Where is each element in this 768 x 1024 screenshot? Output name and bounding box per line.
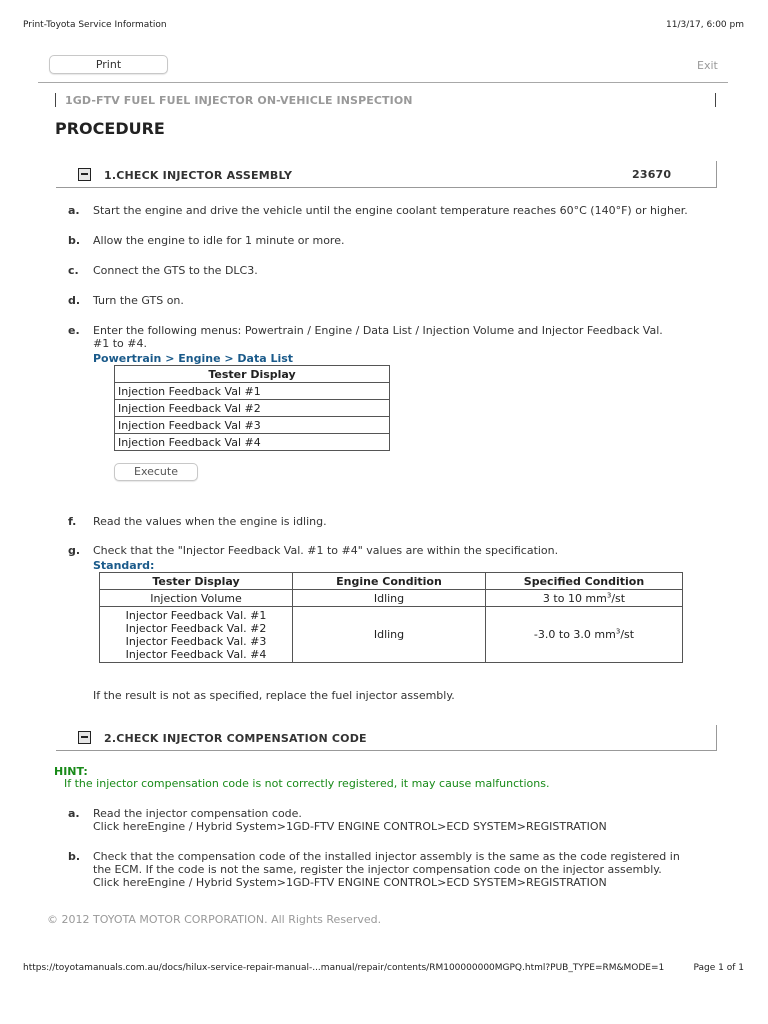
unit-superscript: 3 (615, 627, 621, 636)
step-text: Start the engine and drive the vehicle until the engine coolant temperature reaches 60°C (140°F) or higher. (93, 204, 688, 217)
breadcrumb-left-bar (55, 93, 56, 107)
copyright: © 2012 TOYOTA MOTOR CORPORATION. All Rights Reserved. (47, 913, 382, 926)
result-note: If the result is not as specified, replace the fuel injector assembly. (93, 689, 455, 702)
section-1-code: 23670 (632, 168, 672, 181)
table-header: Engine Condition (293, 573, 486, 590)
unit-tail: /st (611, 591, 626, 605)
feedback-val-label: Injector Feedback Val. #4 (125, 647, 267, 661)
hint-text: If the injector compensation code is not correctly registered, it may cause malfunctions. (64, 777, 550, 790)
print-footer-url: https://toyotamanuals.com.au/docs/hilux-service-repair-manual-...manual/repair/contents/RM100000000MGPQ.html?PUB_TYPE=RM&MODE=1 (23, 963, 665, 973)
page-title: PROCEDURE (55, 119, 165, 138)
step-text-continued: the ECM. If the code is not the same, register the injector compensation code on the injector assembly. (93, 863, 662, 876)
print-footer-page: Page 1 of 1 (693, 963, 744, 973)
step-text-continued: #1 to #4. (93, 337, 147, 350)
section-2-title: 2.CHECK INJECTOR COMPENSATION CODE (104, 732, 367, 745)
menu-path: Powertrain > Engine > Data List (93, 352, 294, 365)
print-header-date: 11/3/17, 6:00 pm (666, 20, 744, 30)
toolbar-divider (38, 82, 728, 83)
spec-value: 3 to 10 mm (542, 591, 607, 605)
step-letter: f. (68, 515, 77, 528)
table-header: Specified Condition (486, 573, 683, 590)
step-text: Turn the GTS on. (93, 294, 184, 307)
unit-tail: /st (620, 628, 635, 641)
print-button[interactable]: Print (49, 55, 168, 74)
step-letter: d. (68, 294, 81, 307)
table-cell (486, 607, 683, 663)
step-letter: c. (68, 264, 79, 277)
standard-label: Standard: (93, 559, 155, 572)
collapse-icon[interactable] (78, 731, 91, 744)
feedback-val-label: Injector Feedback Val. #1 (125, 608, 267, 622)
step-letter: e. (68, 324, 80, 337)
breadcrumb: 1GD-FTV FUEL FUEL INJECTOR ON-VEHICLE INSPECTION (65, 94, 413, 107)
table-cell (100, 607, 293, 663)
tester-display-table (114, 365, 390, 451)
step-text: Allow the engine to idle for 1 minute or more. (93, 234, 345, 247)
table-cell: Injection Feedback Val #3 (115, 417, 390, 434)
step-text: Enter the following menus: Powertrain / Engine / Data List / Injection Volume and Injector Feedback Val. (93, 324, 663, 337)
table-cell: Injection Feedback Val #2 (115, 400, 390, 417)
print-header-title: Print-Toyota Service Information (23, 20, 167, 30)
step-letter: b. (68, 850, 81, 863)
exit-link[interactable]: Exit (697, 59, 718, 72)
table-cell: Idling (293, 607, 486, 663)
table-cell: Injection Volume (100, 590, 293, 607)
step-letter: b. (68, 234, 81, 247)
execute-button[interactable]: Execute (114, 463, 198, 481)
step-letter: g. (68, 544, 81, 557)
registration-link[interactable]: Click hereEngine / Hybrid System>1GD-FTV ENGINE CONTROL>ECD SYSTEM>REGISTRATION (93, 820, 607, 833)
spec-table (99, 572, 683, 663)
unit-superscript: 3 (606, 590, 612, 599)
step-text: Check that the "Injector Feedback Val. #1 to #4" values are within the specification. (93, 544, 559, 557)
table-cell (486, 590, 683, 607)
table-header: Tester Display (115, 366, 390, 383)
section-2-header-edge (716, 725, 717, 750)
step-text: Check that the compensation code of the installed injector assembly is the same as the code registered in (93, 850, 680, 863)
section-1-header-edge (716, 161, 717, 187)
feedback-val-label: Injector Feedback Val. #3 (125, 634, 267, 648)
step-text: Connect the GTS to the DLC3. (93, 264, 258, 277)
table-cell: Injection Feedback Val #4 (115, 434, 390, 451)
table-cell: Idling (293, 590, 486, 607)
table-header: Tester Display (100, 573, 293, 590)
breadcrumb-right-bar (715, 93, 716, 107)
feedback-val-label: Injector Feedback Val. #2 (125, 621, 267, 635)
spec-value: -3.0 to 3.0 mm (533, 628, 616, 641)
collapse-icon[interactable] (78, 168, 91, 181)
registration-link[interactable]: Click hereEngine / Hybrid System>1GD-FTV ENGINE CONTROL>ECD SYSTEM>REGISTRATION (93, 876, 607, 889)
step-text: Read the injector compensation code. (93, 807, 302, 820)
step-letter: a. (68, 204, 80, 217)
table-cell: Injection Feedback Val #1 (115, 383, 390, 400)
step-letter: a. (68, 807, 80, 820)
step-text: Read the values when the engine is idling. (93, 515, 327, 528)
section-1-title: 1.CHECK INJECTOR ASSEMBLY (104, 169, 293, 182)
hint-label: HINT: (54, 765, 88, 778)
